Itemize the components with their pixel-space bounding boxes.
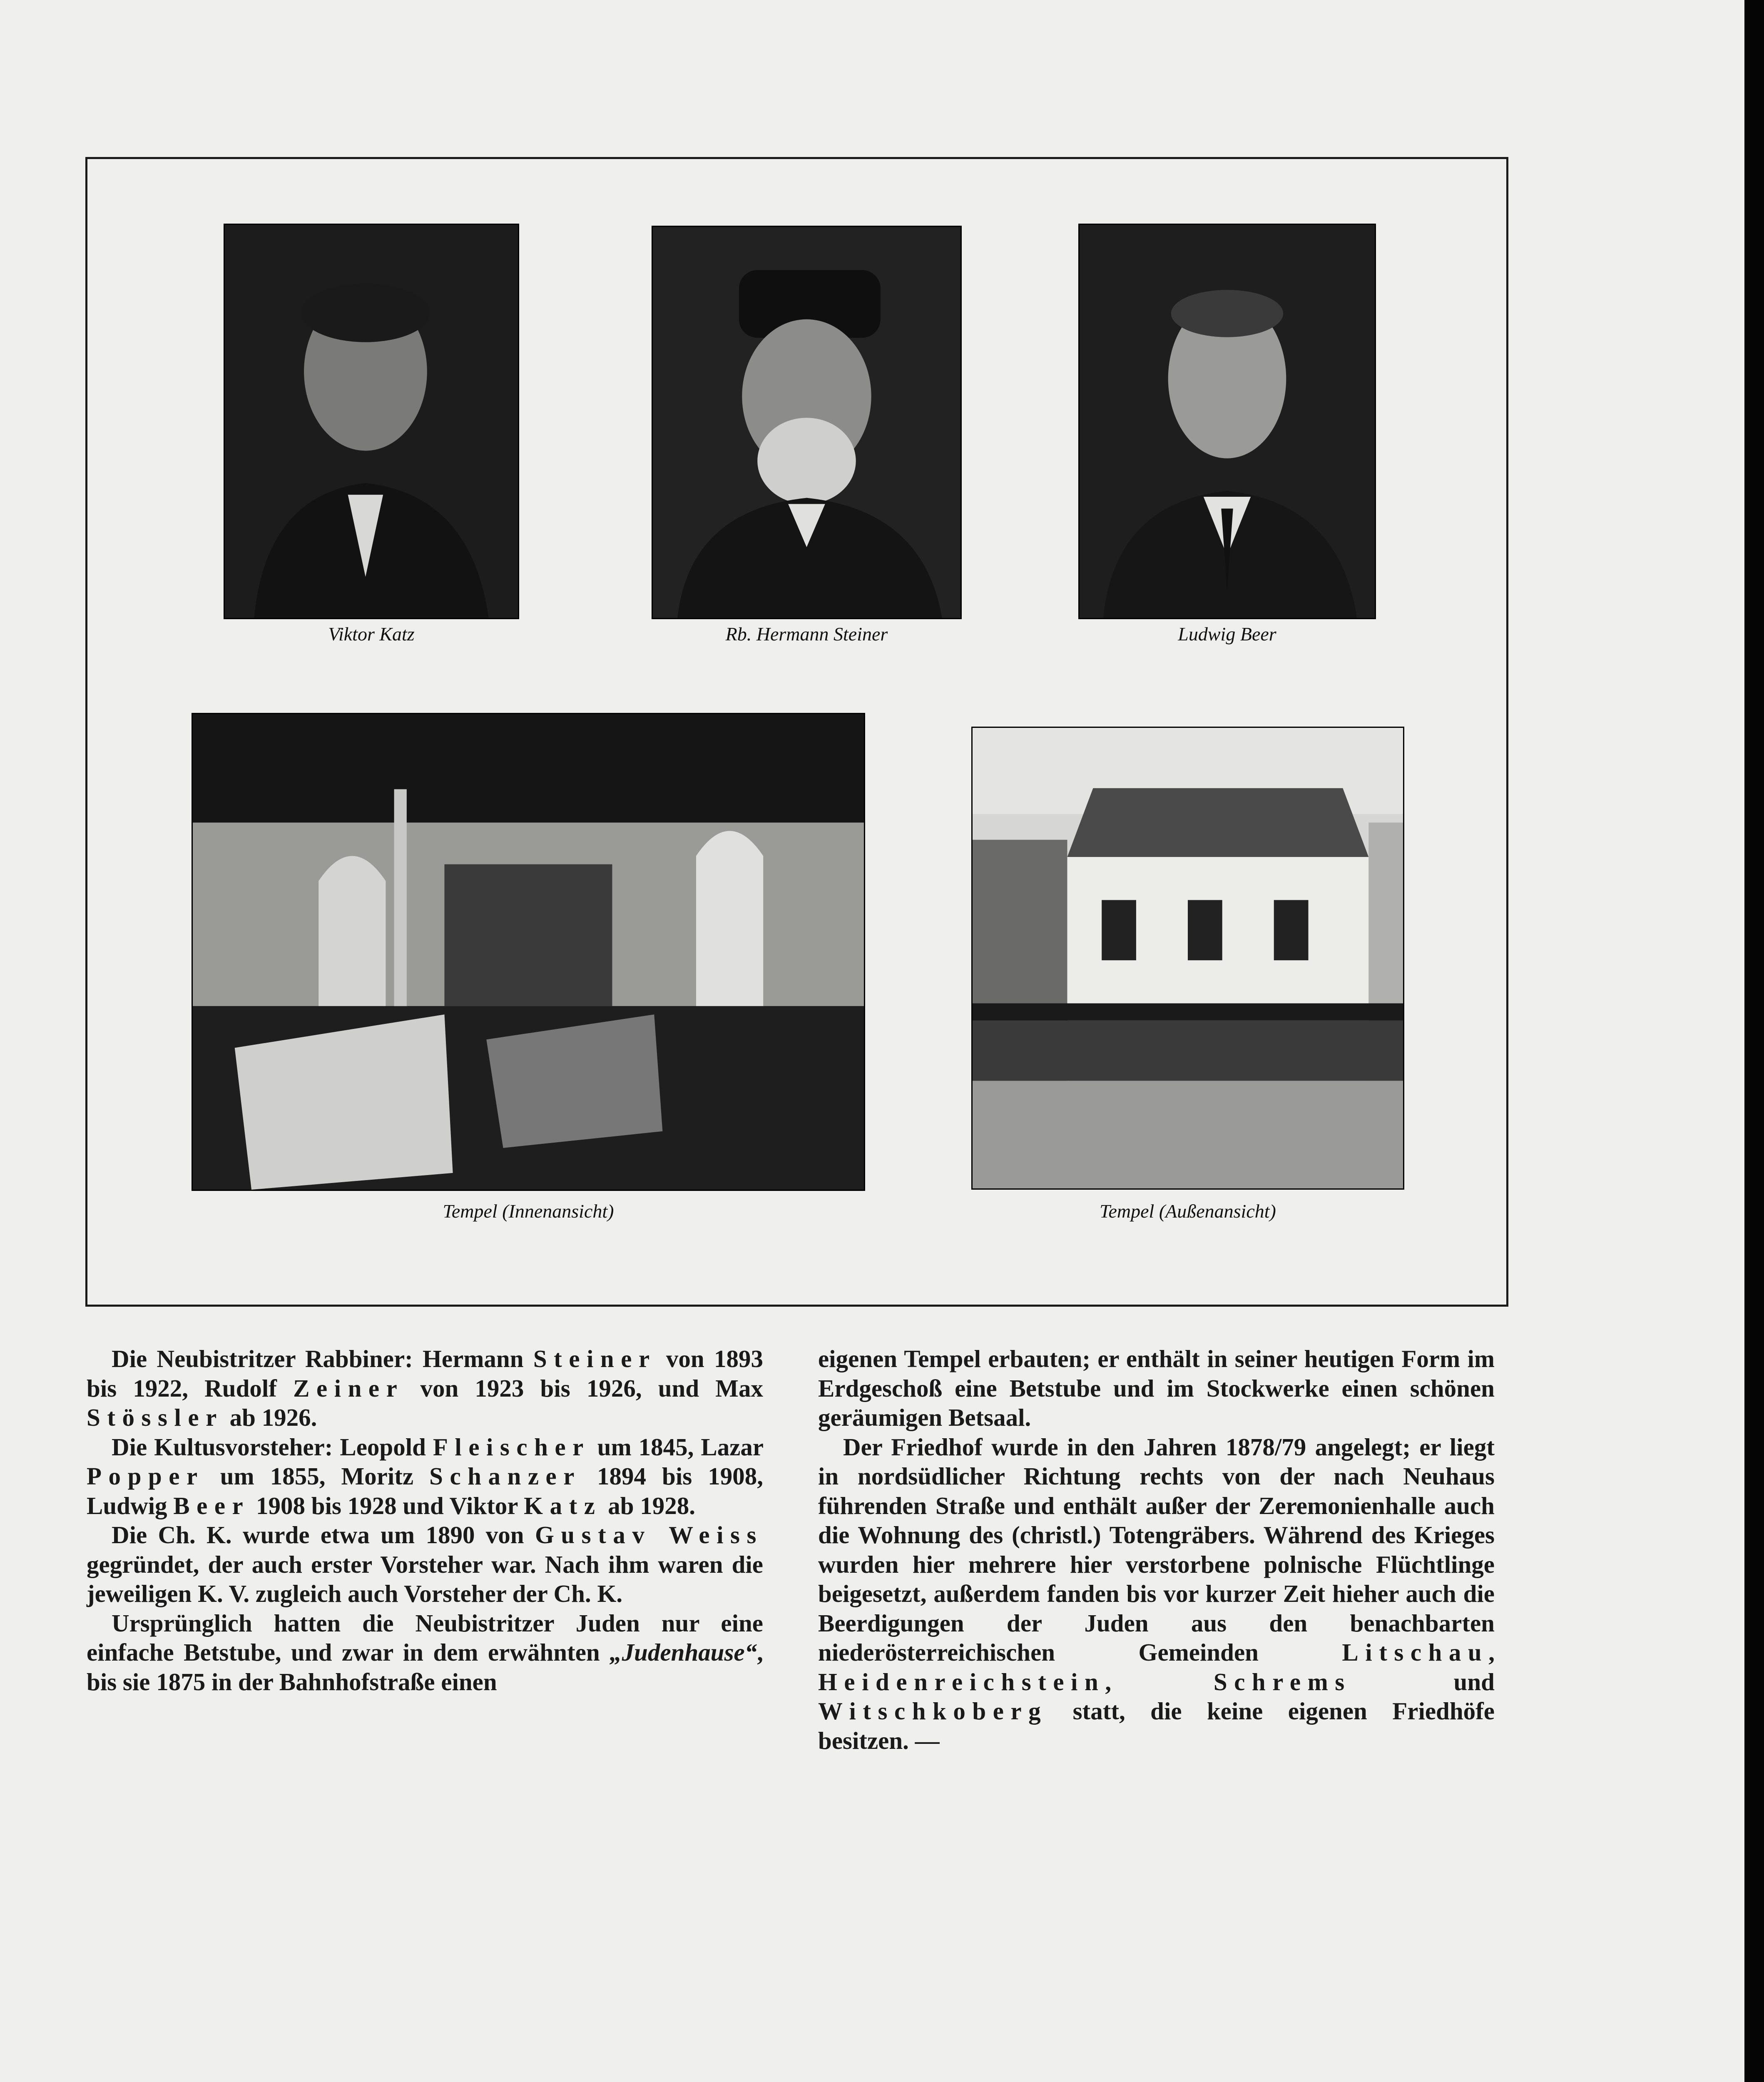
caption-ludwig-beer: Ludwig Beer xyxy=(1178,623,1276,645)
portrait-icon xyxy=(653,227,960,618)
portrait-hermann-steiner xyxy=(652,226,962,619)
interior-icon xyxy=(193,714,864,1190)
paragraph-friedhof: Der Friedhof wurde in den Jahren 1878/79 angelegt; er liegt in nordsüdlicher Richtung rechts von der nach Neuhaus führenden Straße und enthält außer der Zeremonienhalle auch die Wohnung des (christl.) Totengräbers. Während des Krieges wurden hier mehrere hier verstorbene polnische Flüchtlinge beigesetzt, außerdem fanden bis vor kurzer Zeit hieher auch die Beerdigungen der Juden aus den benachbarten niederösterreichischen Gemeinden Litschau, Heidenreichstein, Schrems und Witschkoberg statt, die keine eigenen Friedhöfe besitzen. — xyxy=(818,1433,1495,1754)
portrait-icon xyxy=(1080,225,1375,618)
portrait-viktor-katz xyxy=(224,224,519,619)
paragraph-chewra-kadischa: Die Ch. K. wurde etwa um 1890 von Gustav Weiss gegründet, der auch erster Vorsteher war. Nach ihm waren die jeweiligen K. V. zugleich auch Vorsteher der Ch. K. xyxy=(87,1521,763,1607)
paragraph-betstube: Ursprünglich hatten die Neubistritzer Juden nur eine einfache Betstube, und zwar in dem erwähnten „Judenhause“, bis sie 1875 in der Bahnhofstraße einen xyxy=(87,1609,763,1696)
paragraph-kultusvorsteher: Die Kultusvorsteher: Leopold Fleischer um 1845, Lazar Popper um 1855, Moritz Schanzer 1894 bis 1908, Ludwig Beer 1908 bis 1928 und Viktor Katz ab 1928. xyxy=(87,1433,764,1519)
text-column-left xyxy=(87,1344,763,1696)
caption-viktor-katz: Viktor Katz xyxy=(328,623,415,645)
portrait-icon xyxy=(225,225,518,618)
paragraph-tempel: eigenen Tempel erbauten; er enthält in seiner heutigen Form im Erdgeschoß eine Betstube und im Stockwerke einen schönen geräumigen Betsaal. xyxy=(818,1345,1495,1431)
text-column-right xyxy=(818,1344,1495,1755)
temple-interior-photo xyxy=(192,713,865,1191)
caption-exterior: Tempel (Außenansicht) xyxy=(1100,1200,1276,1222)
paragraph-rabbiner: Die Neubistritzer Rabbiner: Hermann Steiner von 1893 bis 1922, Rudolf Zeiner von 1923 bis 1926, und Max Stössler ab 1926. xyxy=(87,1345,763,1431)
scan-edge xyxy=(1744,0,1764,2082)
caption-hermann-steiner: Rb. Hermann Steiner xyxy=(725,623,888,645)
caption-interior: Tempel (Innenansicht) xyxy=(443,1200,614,1222)
exterior-icon xyxy=(973,728,1403,1188)
temple-exterior-photo xyxy=(971,727,1404,1190)
portrait-ludwig-beer xyxy=(1078,224,1376,619)
